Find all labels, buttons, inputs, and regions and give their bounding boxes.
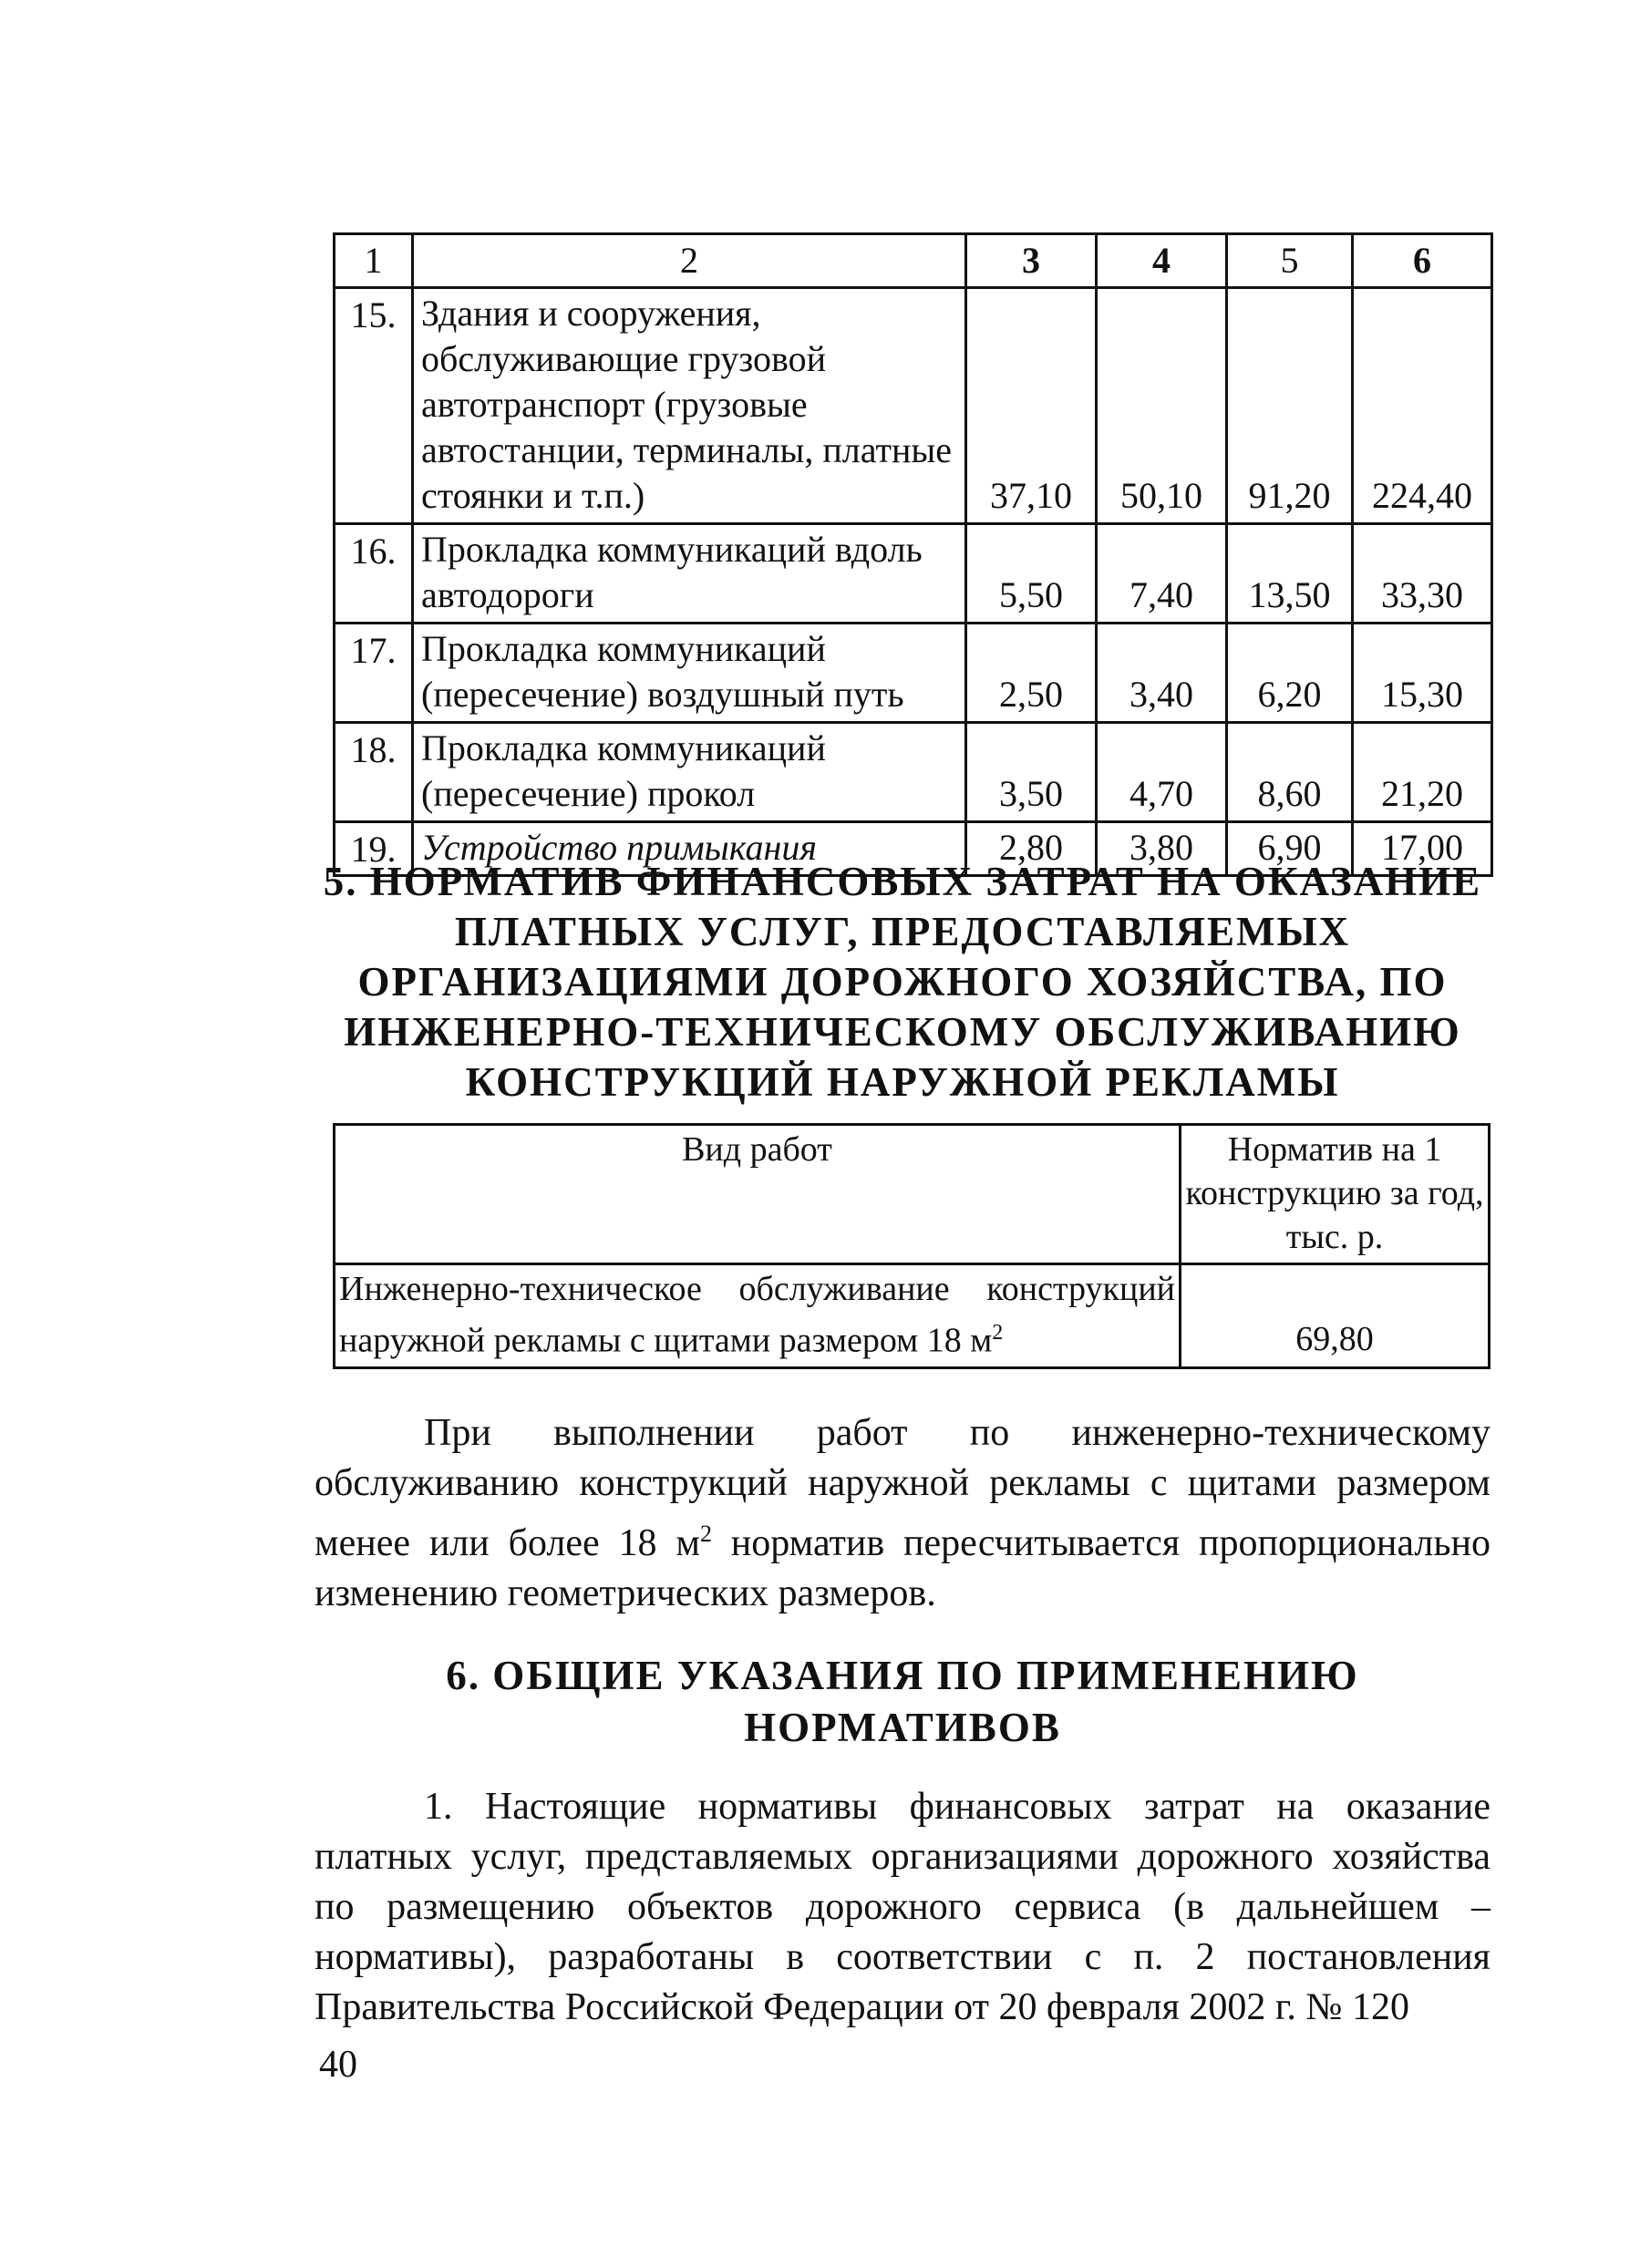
table-row [335, 624, 1492, 723]
header-cell: 6 [1353, 234, 1492, 288]
header-cell: 2 [413, 234, 966, 288]
row-value: 37,10 [966, 288, 1097, 524]
row-number: 15. [335, 288, 413, 524]
row-value: 3,50 [966, 723, 1097, 822]
header-cell: 3 [966, 234, 1097, 288]
page-number: 40 [319, 2044, 357, 2086]
row-number: 19. [335, 822, 413, 876]
row-name: Прокладка коммуникаций (пересечение) прокол [413, 723, 966, 822]
row-value: 3,80 [1097, 822, 1227, 876]
superscript: 2 [699, 1521, 712, 1547]
row-value: 3,40 [1097, 624, 1227, 723]
row-name: Прокладка коммуникаций вдоль автодороги [413, 524, 966, 624]
norms-table-continued [333, 232, 1493, 877]
row-number: 16. [335, 524, 413, 624]
table-row [335, 524, 1492, 624]
row-value: 21,20 [1353, 723, 1492, 822]
table-row [335, 723, 1492, 822]
row-name: Устройство примыкания [413, 822, 966, 876]
table-row [335, 1264, 1490, 1368]
row-value: 8,60 [1227, 723, 1353, 822]
work-type-cell [335, 1264, 1181, 1368]
row-value: 13,50 [1227, 524, 1353, 624]
table-header-row [335, 1125, 1490, 1264]
header-cell: 1 [335, 234, 413, 288]
section-6-paragraph: 1. Настоящие нормативы финансовых затрат на оказание платных услуг, представляемых организациями дорожного хозяйства по размещению объектов дорожного сервиса (в дальнейшем – нормативы), разработаны в соответствии с п. 2 постановления Правительства Российской Федерации от 20 февраля 2002 г. № 120 [315, 1786, 1490, 2028]
row-value: 2,50 [966, 624, 1097, 723]
row-value: 91,20 [1227, 288, 1353, 524]
row-number: 18. [335, 723, 413, 822]
work-type-text: Инженерно-техническое обслуживание конструкций наружной рекламы с щитами размером 18 м [339, 1270, 1175, 1360]
paragraph-text: норматив пересчитывается пропорционально изменению геометрических размеров. [315, 1522, 1491, 1614]
row-value: 224,40 [1353, 288, 1492, 524]
superscript: 2 [992, 1321, 1004, 1345]
paragraph-text: При выполнении работ по инженерно-техническому обслуживанию конструкций наружной рекламы с щитами размером менее или более 18 м [315, 1412, 1490, 1564]
row-value: 15,30 [1353, 624, 1492, 723]
section-5-heading: 5. НОРМАТИВ ФИНАНСОВЫХ ЗАТРАТ НА ОКАЗАНИЕ ПЛАТНЫХ УСЛУГ, ПРЕДОСТАВЛЯЕМЫХ ОРГАНИЗАЦИЯМИ ДОРОЖНОГО ХОЗЯЙСТВА, ПО ИНЖЕНЕРНО-ТЕХНИЧЕСКОМУ ОБСЛУЖИВАНИЮ КОНСТРУКЦИЙ НАРУЖНОЙ РЕКЛАМЫ [323, 859, 1482, 1105]
table-row [335, 288, 1492, 524]
row-name: Прокладка коммуникаций (пересечение) воздушный путь [413, 624, 966, 723]
work-type-header: Вид работ [335, 1125, 1181, 1264]
norm-header: Норматив на 1 конструкцию за год, тыс. р. [1181, 1125, 1490, 1264]
row-value: 7,40 [1097, 524, 1227, 624]
row-number: 17. [335, 624, 413, 723]
section-5-paragraph [315, 1408, 1490, 1619]
row-value: 6,90 [1227, 822, 1353, 876]
row-value: 50,10 [1097, 288, 1227, 524]
row-value: 2,80 [966, 822, 1097, 876]
row-value: 17,00 [1353, 822, 1492, 876]
norm-value: 69,80 [1181, 1264, 1490, 1368]
row-value: 5,50 [966, 524, 1097, 624]
advertising-norm-table [333, 1123, 1490, 1369]
row-value: 6,20 [1227, 624, 1353, 723]
table-header-row [335, 234, 1492, 288]
row-value: 4,70 [1097, 723, 1227, 822]
section-6-heading: 6. ОБЩИЕ УКАЗАНИЯ ПО ПРИМЕНЕНИЮ НОРМАТИВОВ [446, 1653, 1359, 1750]
header-cell: 5 [1227, 234, 1353, 288]
row-name: Здания и сооружения, обслуживающие грузовой автотранспорт (грузовые автостанции, терминалы, платные стоянки и т.п.) [413, 288, 966, 524]
row-value: 33,30 [1353, 524, 1492, 624]
header-cell: 4 [1097, 234, 1227, 288]
